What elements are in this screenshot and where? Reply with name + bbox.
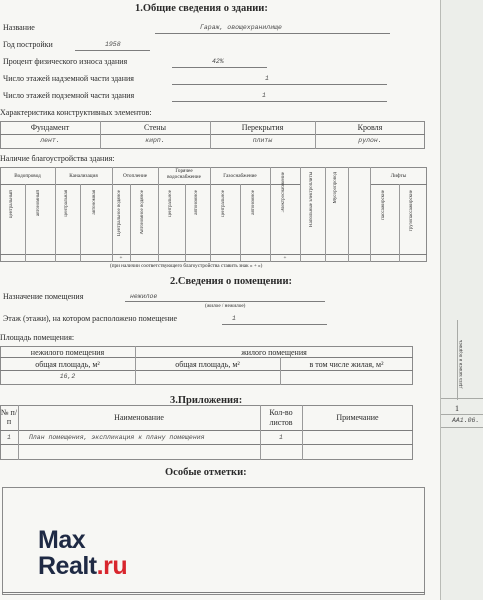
amenity-column-label: грузопассажирские	[409, 190, 414, 232]
purpose-hint: (жилое / нежилое)	[205, 303, 246, 309]
structure-value-floors: плиты	[252, 137, 273, 144]
amenities-label: Наличие благоустройства здания:	[0, 154, 115, 163]
year-label: Год постройки	[3, 40, 53, 49]
structure-header-roof: Кровля	[357, 123, 383, 132]
amenity-column-label: центральное	[167, 190, 173, 217]
amenity-column-label: центральный	[8, 190, 14, 219]
wear-value: 42%	[212, 58, 224, 65]
amenity-column-label: автономное	[193, 190, 199, 215]
amenity-column-label: автономное	[251, 190, 256, 215]
adjacent-page	[440, 0, 483, 600]
wear-label: Процент физического износа здания	[3, 57, 128, 66]
amenity-group-header: Лифты	[390, 173, 407, 179]
amenity-separator	[130, 184, 131, 262]
structure-header-foundation: Фундамент	[30, 123, 70, 132]
structure-header-floors: Перекрытия	[241, 123, 284, 132]
amenity-group-header: Канализация	[69, 173, 98, 179]
amenity-separator	[325, 167, 326, 262]
side-number: 1	[455, 404, 459, 413]
logo-line2: Realt.ru	[38, 552, 128, 580]
amenity-mark: +	[283, 255, 287, 261]
nonres-header: нежилого помещения	[30, 348, 105, 357]
row-1-no: 1	[7, 434, 11, 441]
floors-below-label: Число этажей подземной части здания	[3, 91, 135, 100]
amenity-separator	[210, 167, 211, 262]
amenities-note: (при наличии соответствующего благоустройства ставить знак « + »)	[110, 263, 263, 269]
amenity-group-header: Водопровод	[14, 173, 41, 179]
amenity-separator	[240, 184, 241, 262]
section3-title: 3.Приложения:	[170, 395, 243, 406]
amenity-separator	[370, 167, 371, 262]
row-1-qty: 1	[279, 434, 283, 441]
amenity-group-header: Отопление	[122, 173, 148, 179]
floors-above-value: 1	[265, 75, 269, 82]
amenity-separator	[80, 184, 81, 262]
amenity-column-label: автономный	[36, 190, 41, 217]
amenity-column-label: Электроснабжение	[281, 172, 286, 213]
amenity-group-header: Горячее водоснабжение	[167, 168, 201, 180]
structure-value-walls: кирп.	[145, 137, 165, 144]
section4-title: Особые отметки:	[165, 467, 247, 478]
total-area-label: общая площадь, м²	[35, 360, 100, 369]
amenity-mark: +	[119, 255, 123, 261]
section1-title: 1.Общие сведения о здании:	[135, 3, 268, 14]
year-value: 1958	[105, 41, 121, 48]
amenity-column-label: автономная	[92, 190, 97, 215]
amenity-column-label: Мусоропровод	[332, 172, 338, 204]
structure-value-foundation: лент.	[40, 137, 60, 144]
amenity-separator	[25, 184, 26, 262]
amenity-separator	[158, 167, 159, 262]
amenity-separator	[399, 184, 400, 262]
col-note: Примечание	[336, 413, 379, 422]
amenity-separator	[300, 167, 301, 262]
floor-value: 1	[232, 315, 236, 322]
side-code: АА1.06.	[452, 417, 480, 424]
purpose-value: нежилое	[130, 293, 158, 300]
amenity-column-label: центральное	[221, 190, 226, 217]
section2-title: 2.Сведения о помещении:	[170, 276, 292, 287]
logo-line1: Max	[38, 526, 86, 554]
amenity-column-label: пассажирские	[380, 190, 386, 220]
amenity-column-label: центральная	[63, 190, 69, 217]
amenity-group-header: Газоснабжение	[223, 173, 257, 179]
amenity-separator	[55, 167, 56, 262]
structure-label: Характеристика конструктивных элементов:	[0, 108, 152, 117]
amenity-column-label: Центральное водяное	[117, 190, 122, 236]
structure-header-walls: Стены	[144, 123, 166, 132]
res-living-label: в том числе жилая, м²	[309, 360, 384, 369]
area-label: Площадь помещения:	[0, 333, 75, 342]
amenity-column-label: Напольные электроплиты	[308, 172, 314, 227]
amenity-separator	[348, 167, 349, 262]
amenity-separator	[185, 184, 186, 262]
total-area-value: 16,2	[59, 373, 76, 380]
row-1-name: План помещения, экспликация к плану помещения	[29, 434, 205, 441]
maxrealt-logo	[38, 527, 127, 579]
name-value: Гараж, овощехранилище	[200, 24, 282, 31]
res-total-label: общая площадь, м²	[175, 360, 240, 369]
amenity-column-label: Автономное водяное	[140, 190, 145, 235]
floors-above-label: Число этажей надземной части здания	[3, 74, 134, 83]
purpose-label: Назначение помещения	[3, 292, 84, 301]
amenity-separator	[270, 167, 271, 262]
name-label: Название	[3, 23, 35, 32]
structure-value-roof: рулон.	[358, 137, 382, 144]
col-name: Наименование	[114, 413, 164, 422]
side-vertical-text: Дата записи и подпись	[459, 340, 464, 389]
amenity-separator	[112, 167, 113, 262]
res-header: жилого помещения	[241, 348, 307, 357]
col-no: № п/п	[0, 408, 18, 426]
floors-below-value: 1	[262, 92, 266, 99]
col-qty: Кол-во листов	[269, 408, 293, 427]
floor-label: Этаж (этажи), на котором расположено помещение	[3, 314, 178, 323]
